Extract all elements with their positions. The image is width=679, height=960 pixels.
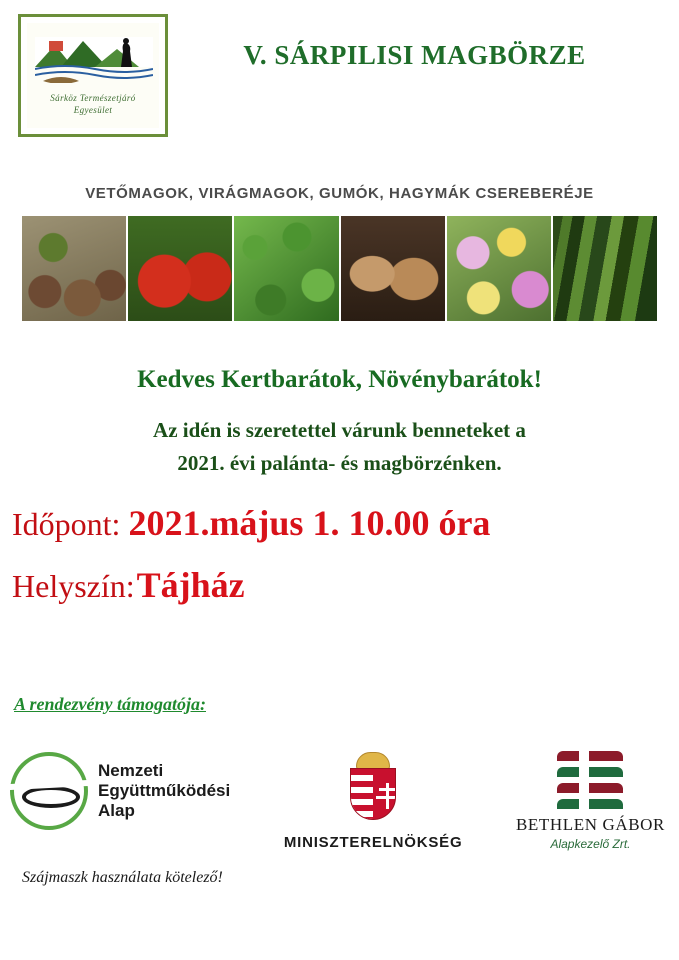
bethlen-bar-3 <box>557 783 623 793</box>
nea-emblem-icon <box>10 752 88 830</box>
bethlen-name: BETHLEN GÁBOR <box>515 815 665 834</box>
seedling-pots-photo <box>22 216 126 321</box>
photo-strip <box>22 216 657 321</box>
nea-name-line3: Alap <box>98 801 135 820</box>
hands-with-seeds-photo <box>341 216 445 321</box>
poster-header <box>0 0 679 137</box>
mask-required-note: Szájmaszk használata kötelező! <box>22 869 223 886</box>
shield-icon <box>350 768 396 820</box>
bethlen-bar-1 <box>557 751 623 761</box>
shield-stripes <box>351 769 373 819</box>
double-cross-icon <box>386 783 389 809</box>
nea-name-line1: Nemzeti <box>98 761 164 780</box>
page-title: V. SÁRPILISI MAGBÖRZE <box>243 40 586 70</box>
sponsor-logos-row <box>0 731 679 851</box>
event-time-label: Időpont: <box>12 506 121 542</box>
sponsor-section-label: A rendezvény támogatója: <box>14 694 206 714</box>
bethlen-subtitle: Alapkezelő Zrt. <box>550 837 631 851</box>
greeting-text: Kedves Kertbarátok, Növénybarátok! <box>137 366 542 393</box>
body-line-2: 2021. évi palánta- és magbörzénken. <box>177 451 502 475</box>
event-time-value: 2021.május 1. 10.00 óra <box>128 503 491 543</box>
association-logo <box>18 14 168 137</box>
logo-inner-frame <box>27 23 159 128</box>
mint-leaves-photo <box>234 216 338 321</box>
bethlen-notch <box>579 751 589 809</box>
sponsor-bethlen-gabor-alapkezelo <box>516 731 665 851</box>
poster-subtitle: VETŐMAGOK, VIRÁGMAGOK, GUMÓK, HAGYMÁK CSEREBERÉJE <box>85 185 594 202</box>
event-place-label: Helyszín: <box>12 568 135 604</box>
ministry-name: MINISZTERELNÖKSÉG <box>283 834 463 851</box>
bethlen-bar-4 <box>557 799 623 809</box>
event-place-row <box>0 564 679 606</box>
logo-text-line2: Egyesület <box>73 105 113 115</box>
body-line-1: Az idén is szeretettel várunk benneteket a <box>153 418 526 442</box>
bethlen-bar-2 <box>557 767 623 777</box>
sponsor-nemzeti-egyuttmukodesi-alap <box>10 731 230 851</box>
flowers-photo <box>447 216 551 321</box>
green-plants-photo <box>553 216 657 321</box>
event-place-value: Tájház <box>136 565 245 605</box>
nea-name <box>98 761 230 821</box>
logo-landscape-icon <box>35 37 153 83</box>
logo-text <box>27 92 159 116</box>
logo-text-line1: Sárköz Természetjáró <box>50 93 136 103</box>
hungarian-coat-of-arms-icon <box>342 752 404 830</box>
tomatoes-photo <box>128 216 232 321</box>
bethlen-emblem-icon <box>557 751 623 813</box>
event-time-row <box>0 502 679 544</box>
sponsor-miniszterelnokseg <box>284 731 463 851</box>
nea-name-line2: Együttműködési <box>98 781 231 800</box>
